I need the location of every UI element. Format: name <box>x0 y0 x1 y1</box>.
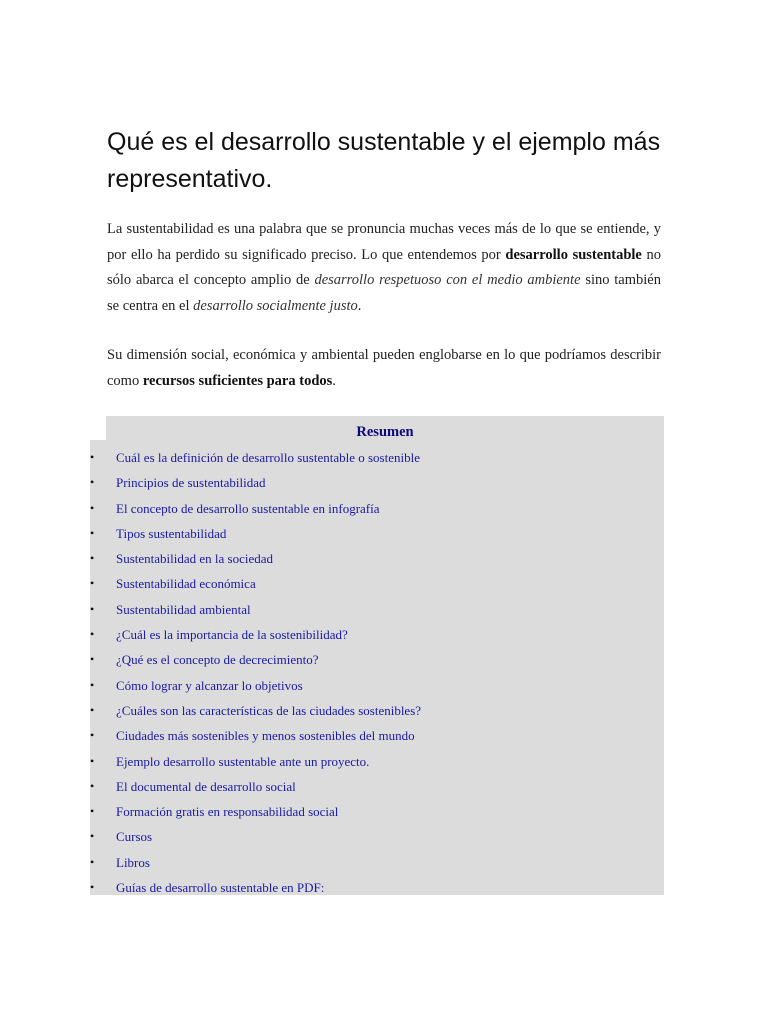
toc-item <box>90 723 664 748</box>
bullet-icon: • <box>90 652 95 667</box>
toc-link[interactable]: El concepto de desarrollo sustentable en infografía <box>116 500 380 516</box>
toc-link[interactable]: Cuál es la definición de desarrollo sustentable o sostenible <box>116 450 420 465</box>
toc-link[interactable]: ¿Qué es el concepto de decrecimiento? <box>116 652 319 668</box>
toc-item <box>90 496 664 521</box>
bullet-icon: • <box>90 627 95 642</box>
toc-link[interactable]: Sustentabilidad ambiental <box>116 601 251 617</box>
bullet-icon: • <box>90 728 95 743</box>
toc-link[interactable]: El documental de desarrollo social <box>116 778 296 794</box>
page-title: Qué es el desarrollo sustentable y el ejemplo más representativo. <box>107 128 661 193</box>
toc-item <box>90 850 664 875</box>
bullet-icon: • <box>90 753 95 768</box>
dimension-text-2: . <box>332 372 336 389</box>
toc-link[interactable]: Sustentabilidad económica <box>116 576 256 592</box>
toc-item <box>90 799 664 824</box>
bullet-icon: • <box>90 854 95 869</box>
toc-link[interactable]: Tipos sustentabilidad <box>116 525 227 541</box>
toc-title: Resumen <box>356 424 414 440</box>
bullet-icon: • <box>90 829 95 844</box>
toc-item <box>90 546 664 571</box>
dimension-text-1: Su dimensión social, económica y ambiental pueden englobarse en lo que podríamos describir como <box>107 347 661 389</box>
bullet-icon: • <box>90 475 95 490</box>
bullet-icon: • <box>90 880 95 895</box>
toc-item <box>90 875 664 900</box>
toc-link[interactable]: Sustentabilidad en la sociedad <box>116 551 274 567</box>
toc-item <box>90 597 664 622</box>
intro-italic-term-2: desarrollo socialmente justo <box>193 297 358 314</box>
toc-link[interactable]: Libros <box>116 854 150 870</box>
toc-item <box>90 774 664 799</box>
dimension-bold-term: recursos suficientes para todos <box>142 372 333 389</box>
bullet-icon: • <box>90 702 95 717</box>
bullet-icon: • <box>90 525 95 540</box>
dimension-paragraph <box>107 343 661 394</box>
toc-link[interactable]: Principios de sustentabilidad <box>116 475 266 491</box>
toc-item <box>90 673 664 698</box>
toc-link[interactable]: Cómo lograr y alcanzar lo objetivos <box>116 677 303 693</box>
toc-item <box>90 647 664 672</box>
toc-item <box>90 698 664 723</box>
toc-item <box>90 571 664 596</box>
toc-item <box>90 749 664 774</box>
toc-link[interactable]: Ejemplo desarrollo sustentable ante un proyecto. <box>116 753 370 769</box>
toc-item <box>90 470 664 495</box>
bullet-icon: • <box>90 551 95 566</box>
toc-item <box>90 521 664 546</box>
bullet-icon: • <box>90 677 95 692</box>
intro-text-3: sino también se centra en el <box>107 272 661 314</box>
bullet-icon: • <box>90 500 95 515</box>
bullet-icon: • <box>90 576 95 591</box>
toc-item <box>90 445 664 470</box>
intro-bold-term: desarrollo sustentable <box>505 246 642 263</box>
toc-link[interactable]: ¿Cuál es la importancia de la sostenibilidad? <box>116 627 348 643</box>
toc-link[interactable]: Guías de desarrollo sustentable en PDF: <box>116 880 325 896</box>
intro-italic-term-1: desarrollo respetuoso con el medio ambiente <box>314 272 581 288</box>
toc-item <box>90 824 664 849</box>
intro-text-4: . <box>357 297 362 314</box>
toc-link[interactable]: Cursos <box>116 829 153 845</box>
toc-list <box>90 445 664 900</box>
toc-item <box>90 622 664 647</box>
intro-paragraph <box>107 217 661 319</box>
bullet-icon: • <box>90 601 95 616</box>
intro-text-2: no sólo abarca el concepto amplio de <box>107 246 662 288</box>
bullet-icon: • <box>90 450 95 464</box>
toc-link[interactable]: Formación gratis en responsabilidad social <box>116 804 339 820</box>
bullet-icon: • <box>90 804 95 819</box>
intro-text-1: La sustentabilidad es una palabra que se pronuncia muchas veces más de lo que se entiende, y por ello ha perdido su significado preciso. Lo que entendemos por <box>107 221 661 263</box>
toc-link[interactable]: ¿Cuáles son las características de las ciudades sostenibles? <box>116 702 422 718</box>
toc-link[interactable]: Ciudades más sostenibles y menos sostenibles del mundo <box>116 728 415 744</box>
bullet-icon: • <box>90 778 95 793</box>
